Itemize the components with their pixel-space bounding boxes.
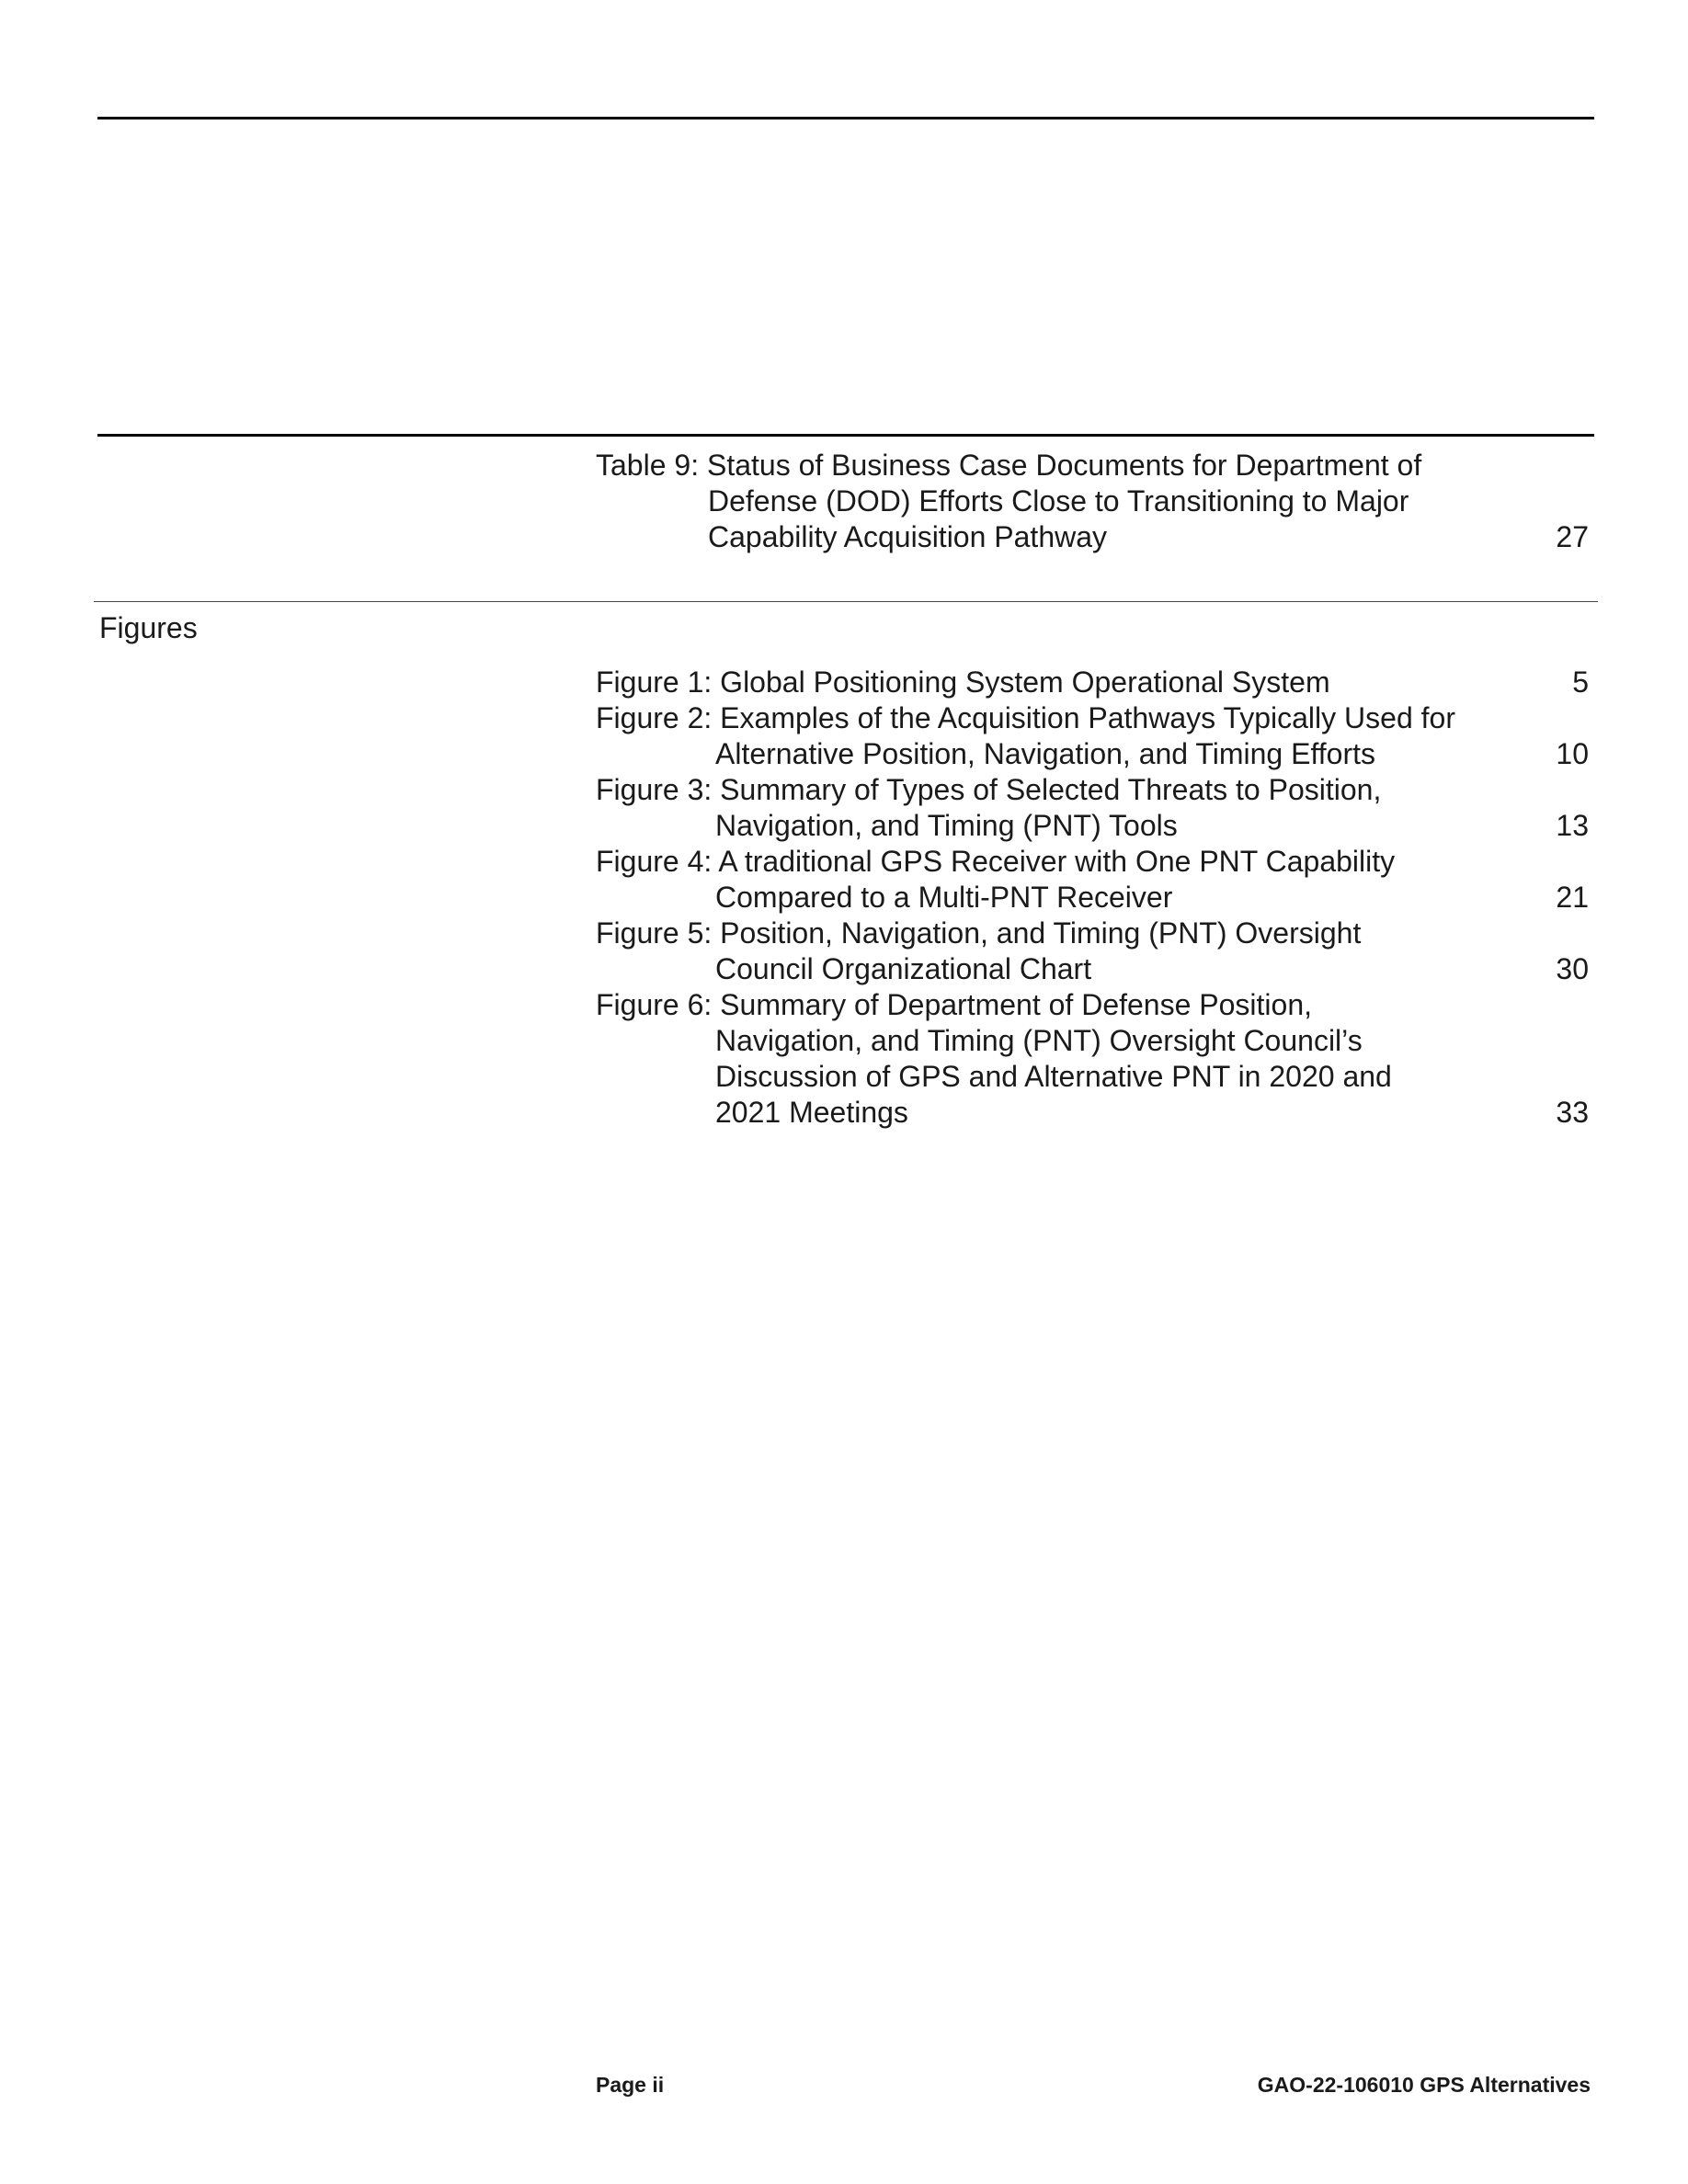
toc-entry-line: Defense (DOD) Efforts Close to Transitioning to Major: [708, 484, 1409, 518]
toc-entry-line: Figure 4: A traditional GPS Receiver with One PNT Capability: [596, 845, 1396, 878]
toc-page-number: 33: [1556, 1096, 1589, 1129]
top-rule: [97, 117, 1594, 119]
toc-page-number: 13: [1556, 809, 1589, 842]
figures-divider: [94, 601, 1598, 602]
toc-entry-figure-1[interactable]: [596, 665, 1589, 700]
toc-page-number: 21: [1556, 881, 1589, 914]
toc-entry-line: Figure 1: Global Positioning System Operational System: [596, 665, 1330, 699]
toc-entry-figure-3[interactable]: [596, 772, 1589, 844]
figures-list: [596, 665, 1589, 1131]
toc-page-number: 27: [1556, 520, 1589, 553]
toc-entry-line: Alternative Position, Navigation, and Timing Efforts: [715, 737, 1375, 770]
section-rule: [97, 434, 1594, 437]
toc-page-number: 10: [1556, 737, 1589, 770]
toc-entry-line: Discussion of GPS and Alternative PNT in 2020 and: [715, 1060, 1392, 1093]
toc-entry-figure-2[interactable]: [596, 700, 1589, 772]
toc-page-number: 5: [1572, 665, 1589, 699]
footer-page-label: Page ii: [596, 2073, 665, 2097]
toc-entry-line: Table 9: Status of Business Case Documents for Department of: [596, 449, 1422, 482]
toc-entry-line: Compared to a Multi-PNT Receiver: [715, 881, 1173, 914]
figures-section-label: Figures: [99, 611, 198, 644]
toc-entry-figure-5[interactable]: [596, 916, 1589, 987]
footer-document-id: GAO-22-106010 GPS Alternatives: [1257, 2073, 1591, 2097]
toc-entry-figure-4[interactable]: [596, 844, 1589, 916]
toc-entry-line: Figure 6: Summary of Department of Defense Position,: [596, 988, 1313, 1021]
toc-page-number: 30: [1556, 952, 1589, 985]
tables-list: [596, 448, 1589, 555]
toc-entry-figure-6[interactable]: [596, 987, 1589, 1131]
toc-entry-line: Capability Acquisition Pathway: [708, 520, 1108, 553]
toc-entry-line: Figure 3: Summary of Types of Selected Threats to Position,: [596, 773, 1382, 806]
toc-entry-line: Navigation, and Timing (PNT) Oversight Council’s: [715, 1024, 1363, 1057]
toc-entry-line: Council Organizational Chart: [715, 952, 1092, 985]
toc-entry-table-9[interactable]: [596, 448, 1589, 555]
toc-entry-line: Figure 2: Examples of the Acquisition Pathways Typically Used for: [596, 701, 1455, 734]
toc-entry-line: 2021 Meetings: [715, 1096, 908, 1129]
toc-entry-line: Figure 5: Position, Navigation, and Timing (PNT) Oversight: [596, 916, 1362, 950]
toc-entry-line: Navigation, and Timing (PNT) Tools: [715, 809, 1178, 842]
